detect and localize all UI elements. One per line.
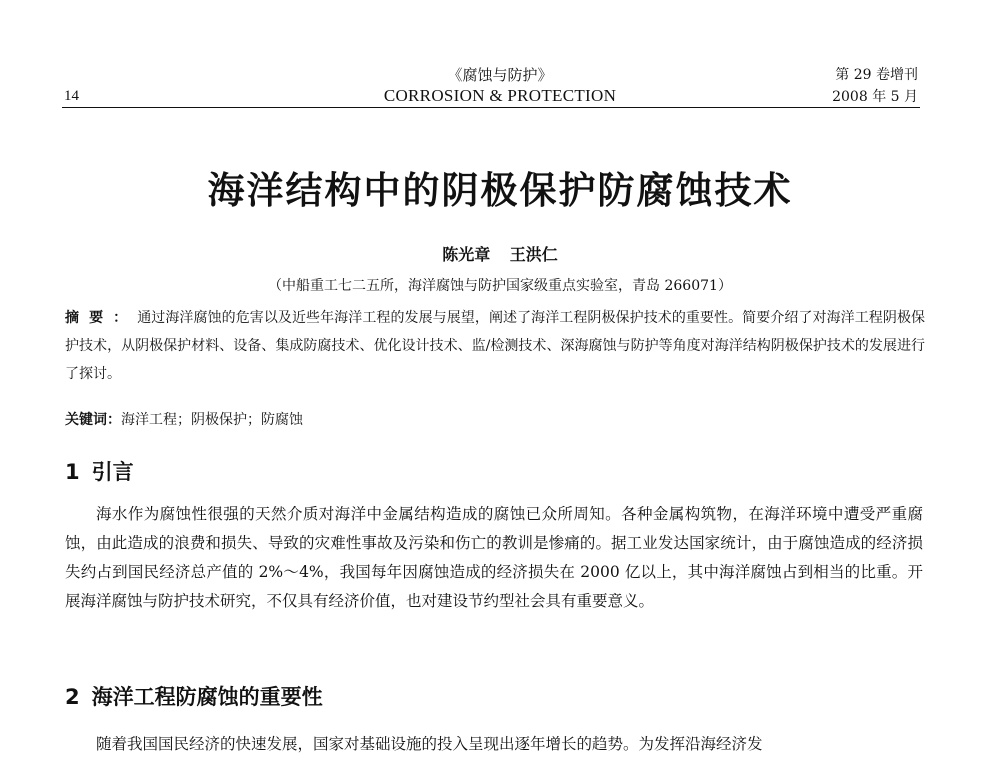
section-2-paragraph: 随着我国国民经济的快速发展，国家对基础设施的投入呈现出逐年增长的趋势。为发挥沿海经济发	[96, 735, 763, 753]
section-2-number: 2	[65, 685, 80, 709]
journal-name-cn: 《腐蚀与防护》	[447, 66, 553, 84]
keywords-text: 海洋工程；阴极保护；防腐蚀	[121, 412, 303, 428]
section-1-number: 1	[65, 460, 80, 484]
article-authors: 陈光章 王洪仁	[442, 245, 558, 264]
abstract	[65, 304, 925, 388]
header-rule	[62, 107, 920, 108]
issue-date: 2008 年 5 月	[832, 89, 918, 105]
section-1-paragraph: 海水作为腐蚀性很强的天然介质对海洋中金属结构造成的腐蚀已众所周知。各种金属构筑物，在海洋环境中遭受严重腐蚀，由此造成的浪费和损失、导致的灾难性事故及污染和伤亡的教训是惨痛的。据工业发达国家统计，由于腐蚀造成的经济损失约占到国民经济总产值的 2%～4%，我国每年因腐蚀造成的经济损失在 2000 亿以上，其中海洋腐蚀占到相当的比重。开展海洋腐蚀与防护技术研究，不仅具有经济价值，也对建设节约型社会具有重要意义。	[65, 505, 923, 610]
abstract-text: 通过海洋腐蚀的危害以及近些年海洋工程的发展与展望，阐述了海洋工程阴极保护技术的重要性。简要介绍了对海洋工程阴极保护技术，从阴极保护材料、设备、集成防腐技术、优化设计技术、监/检测技术、深海腐蚀与防护等角度对海洋结构阴极保护技术的发展进行了探讨。	[65, 310, 926, 382]
section-1-title: 引言	[91, 460, 134, 484]
section-1-heading	[65, 456, 134, 486]
abstract-label: 摘要：	[65, 310, 138, 326]
journal-name-en: CORROSION & PROTECTION	[383, 86, 617, 105]
keywords	[65, 409, 925, 429]
section-2-title: 海洋工程防腐蚀的重要性	[91, 685, 323, 709]
keywords-label: 关键词：	[65, 412, 121, 428]
volume-label: 第 29 卷增刊	[835, 67, 918, 83]
author-affiliation: （中船重工七二五所，海洋腐蚀与防护国家级重点实验室，青岛 266071）	[268, 278, 732, 294]
section-2-heading	[65, 681, 323, 711]
article-title: 海洋结构中的阴极保护防腐蚀技术	[207, 169, 793, 212]
page-number: 14	[64, 88, 79, 104]
